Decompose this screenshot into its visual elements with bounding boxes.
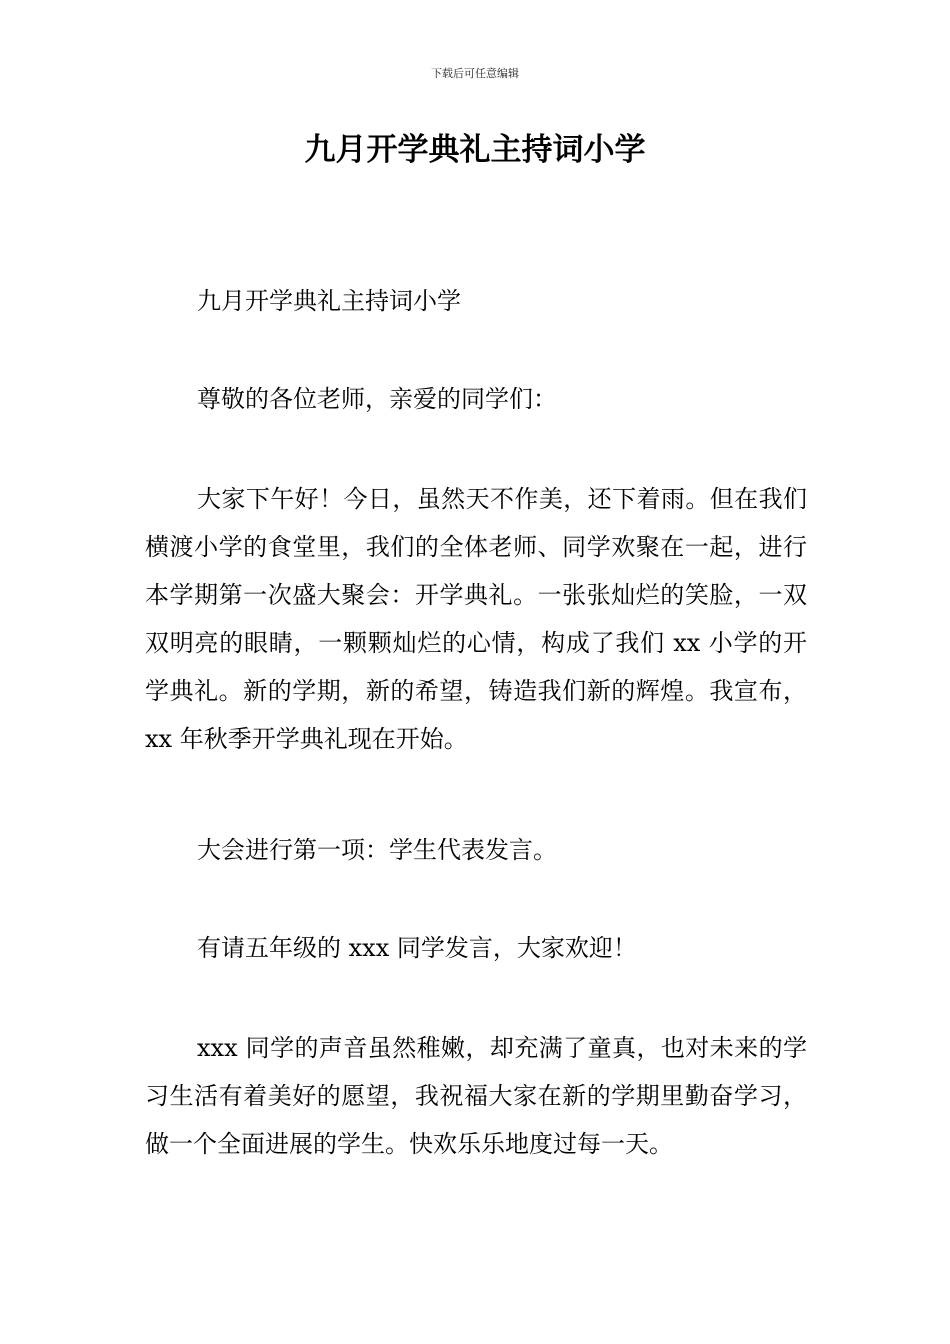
header-note: 下载后可任意编辑	[431, 67, 519, 80]
paragraph-greeting: 尊敬的各位老师，亲爱的同学们：	[197, 385, 557, 413]
paragraph-opening: 大家下午好！今日，虽然天不作美，还下着雨。但在我们横渡小学的食堂里，我们的全体老师、同学欢聚在一起，进行本学期第一次盛大聚会：开学典礼。一张张灿烂的笑脸，一双双明亮的眼睛，一颗颗灿烂的心情，构成了我们 xx 小学的开学典礼。新的学期，新的希望，铸造我们新的辉煌。我宣布，xx 年秋季开学典礼现在开始。	[145, 485, 807, 753]
paragraph-subtitle: 九月开学典礼主持词小学	[197, 287, 461, 315]
paragraph-invitation: 有请五年级的 xxx 同学发言，大家欢迎！	[197, 934, 637, 962]
paragraph-closing: xxx 同学的声音虽然稚嫩，却充满了童真，也对未来的学习生活有着美好的愿望，我祝福大家在新的学期里勤奋学习，做一个全面进展的学生。快欢乐乐地度过每一天。	[145, 1034, 807, 1158]
document-title: 九月开学典礼主持词小学	[304, 132, 646, 168]
paragraph-agenda-item: 大会进行第一项：学生代表发言。	[197, 836, 557, 864]
